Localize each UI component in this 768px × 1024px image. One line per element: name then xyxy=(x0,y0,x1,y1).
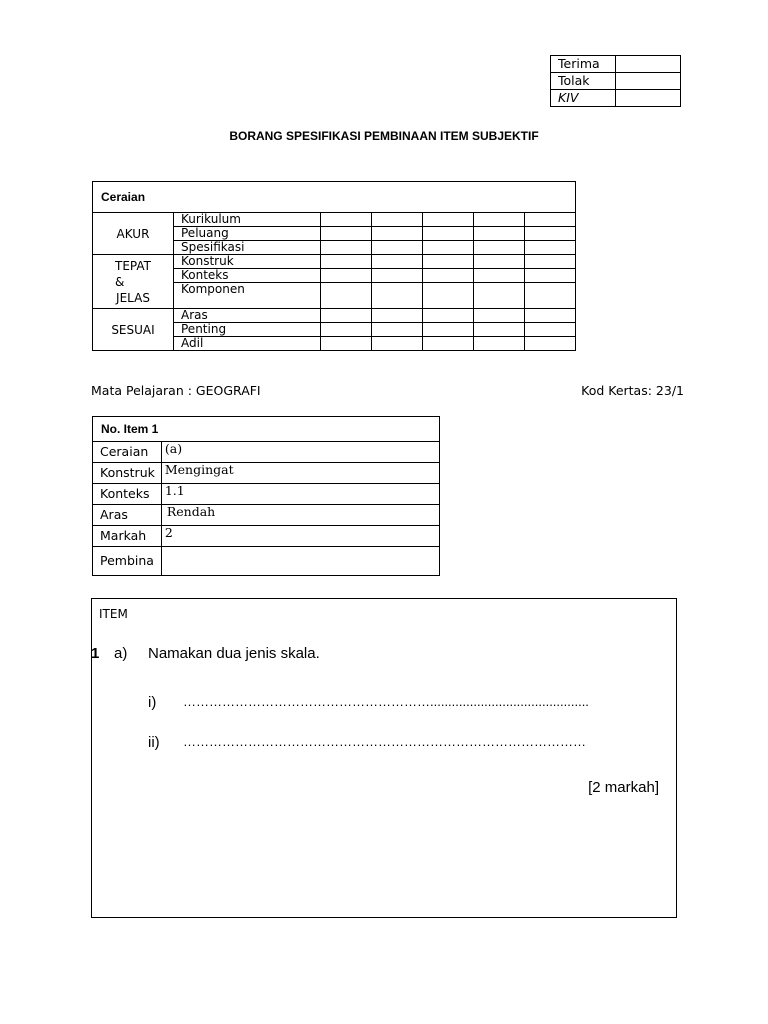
info-row-konstruk xyxy=(93,463,440,484)
group-line: TEPAT xyxy=(115,258,151,273)
score-cell[interactable] xyxy=(525,227,576,241)
question-part: a) xyxy=(114,645,128,662)
criteria-label: Spesifikasi xyxy=(174,241,321,255)
info-row-pembina xyxy=(93,547,440,576)
status-row-terima xyxy=(551,56,681,73)
item-box-label: ITEM xyxy=(99,607,128,621)
criteria-label: Kurikulum xyxy=(174,213,321,227)
score-cell[interactable] xyxy=(525,241,576,255)
criteria-row xyxy=(93,213,576,227)
score-cell[interactable] xyxy=(372,213,423,227)
ceraian-table xyxy=(92,181,576,351)
score-cell[interactable] xyxy=(372,269,423,283)
group-line: & xyxy=(115,274,125,289)
info-value[interactable]: 1.1 xyxy=(161,484,439,505)
score-cell[interactable] xyxy=(525,283,576,309)
answer-num: ii) xyxy=(148,734,160,751)
answer-line[interactable]: ………………………………………………………………………………… xyxy=(183,734,586,749)
criteria-label: Peluang xyxy=(174,227,321,241)
status-check-cell[interactable] xyxy=(616,90,681,107)
score-cell[interactable] xyxy=(372,337,423,351)
score-cell[interactable] xyxy=(474,283,525,309)
score-cell[interactable] xyxy=(321,283,372,309)
score-cell[interactable] xyxy=(474,227,525,241)
score-cell[interactable] xyxy=(423,269,474,283)
score-cell[interactable] xyxy=(525,269,576,283)
score-cell[interactable] xyxy=(423,255,474,269)
info-row-ceraian xyxy=(93,442,440,463)
score-cell[interactable] xyxy=(474,213,525,227)
score-cell[interactable] xyxy=(372,323,423,337)
group-sesuai: SESUAI xyxy=(93,309,174,351)
score-cell[interactable] xyxy=(321,269,372,283)
info-label: Konstruk xyxy=(93,463,162,484)
status-label: Terima xyxy=(551,56,616,73)
score-cell[interactable] xyxy=(372,241,423,255)
status-label: KIV xyxy=(551,90,616,107)
criteria-label: Konstruk xyxy=(174,255,321,269)
info-label: Aras xyxy=(93,505,162,526)
question-text: Namakan dua jenis skala. xyxy=(148,645,320,662)
marks-label: [2 markah] xyxy=(588,779,659,796)
score-cell[interactable] xyxy=(321,241,372,255)
answer-line[interactable]: …………………………………………………............................................ xyxy=(183,694,589,709)
score-cell[interactable] xyxy=(474,323,525,337)
info-row-markah xyxy=(93,526,440,547)
criteria-row xyxy=(93,309,576,323)
score-cell[interactable] xyxy=(423,309,474,323)
status-box xyxy=(550,55,681,107)
status-row-kiv xyxy=(551,90,681,107)
criteria-label: Konteks xyxy=(174,269,321,283)
score-cell[interactable] xyxy=(525,309,576,323)
score-cell[interactable] xyxy=(321,227,372,241)
score-cell[interactable] xyxy=(423,323,474,337)
score-cell[interactable] xyxy=(423,213,474,227)
score-cell[interactable] xyxy=(525,323,576,337)
score-cell[interactable] xyxy=(423,241,474,255)
score-cell[interactable] xyxy=(474,241,525,255)
score-cell[interactable] xyxy=(321,323,372,337)
score-cell[interactable] xyxy=(321,255,372,269)
info-row-aras xyxy=(93,505,440,526)
score-cell[interactable] xyxy=(474,337,525,351)
score-cell[interactable] xyxy=(474,269,525,283)
score-cell[interactable] xyxy=(423,337,474,351)
score-cell[interactable] xyxy=(372,227,423,241)
group-tepat-jelas xyxy=(93,255,174,309)
paper-code-label: Kod Kertas: 23/1 xyxy=(581,383,684,398)
status-row-tolak xyxy=(551,73,681,90)
criteria-label: Penting xyxy=(174,323,321,337)
info-label: Markah xyxy=(93,526,162,547)
criteria-row xyxy=(93,255,576,269)
score-cell[interactable] xyxy=(321,337,372,351)
info-label: Pembina xyxy=(93,547,162,576)
item-number-heading: No. Item 1 xyxy=(93,417,440,442)
info-value[interactable] xyxy=(161,547,439,576)
score-cell[interactable] xyxy=(525,213,576,227)
info-value[interactable]: (a) xyxy=(161,442,439,463)
ceraian-heading: Ceraian xyxy=(93,182,576,213)
status-check-cell[interactable] xyxy=(616,56,681,73)
score-cell[interactable] xyxy=(372,283,423,309)
info-label: Ceraian xyxy=(93,442,162,463)
info-value[interactable]: Mengingat xyxy=(161,463,439,484)
score-cell[interactable] xyxy=(525,337,576,351)
score-cell[interactable] xyxy=(372,309,423,323)
score-cell[interactable] xyxy=(423,283,474,309)
info-value[interactable]: Rendah xyxy=(161,505,439,526)
info-label: Konteks xyxy=(93,484,162,505)
item-info-table xyxy=(92,416,440,576)
score-cell[interactable] xyxy=(474,255,525,269)
score-cell[interactable] xyxy=(321,213,372,227)
form-title: BORANG SPESIFIKASI PEMBINAAN ITEM SUBJEKTIF xyxy=(229,129,539,143)
info-row-konteks xyxy=(93,484,440,505)
status-check-cell[interactable] xyxy=(616,73,681,90)
score-cell[interactable] xyxy=(474,309,525,323)
status-label: Tolak xyxy=(551,73,616,90)
score-cell[interactable] xyxy=(423,227,474,241)
score-cell[interactable] xyxy=(525,255,576,269)
criteria-label: Adil xyxy=(174,337,321,351)
info-value[interactable]: 2 xyxy=(161,526,439,547)
score-cell[interactable] xyxy=(372,255,423,269)
answer-num: i) xyxy=(148,694,157,711)
criteria-label: Komponen xyxy=(174,283,321,309)
group-akur: AKUR xyxy=(93,213,174,255)
group-line: JELAS xyxy=(116,290,150,305)
criteria-label: Aras xyxy=(174,309,321,323)
question-number: 1 xyxy=(91,645,100,662)
score-cell[interactable] xyxy=(321,309,372,323)
subject-label: Mata Pelajaran : GEOGRAFI xyxy=(91,383,261,398)
